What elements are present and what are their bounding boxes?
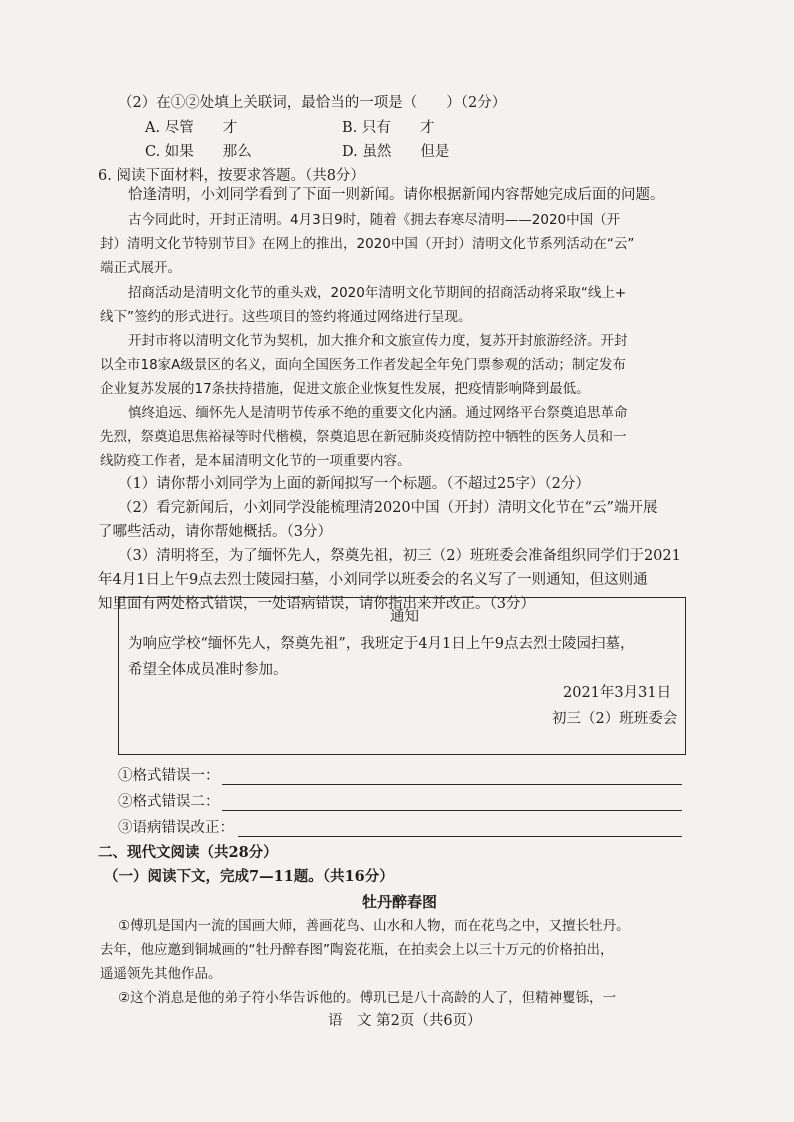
story-paragraph-line: ①傅玑是国内一流的国画大师，善画花鸟、山水和人物，而在花鸟之中，又擅长牡丹。: [118, 918, 630, 934]
format-error-2-label: ②格式错误二：: [118, 794, 220, 810]
page-footer: 语 文 第2页（共6页）: [328, 1013, 482, 1029]
section2-part1-heading: （一）阅读下文，完成7—11题。（共16分）: [104, 868, 394, 885]
story-title: 牡丹醉春图: [362, 893, 438, 911]
q2-option-d: D. 虽然 但是: [342, 144, 450, 160]
format-error-2-answer-line[interactable]: [222, 810, 682, 811]
notice-body-line1: 为响应学校“缅怀先人，祭奠先祖”，我班定于4月1日上午9点去烈士陵园扫墓，: [128, 636, 635, 652]
news-line: 企业复苏发展的17条扶持措施，促进文旅企业恢复性发展，把疫情影响降到最低。: [100, 381, 590, 397]
news-line: 慎终追远、缅怀先人是清明节传承不绝的重要文化内涵。通过网络平台祭奠追思革命: [128, 405, 628, 421]
news-line: 先烈，祭奠追思焦裕禄等时代楷模，祭奠追思在新冠肺炎疫情防控中牺牲的医务人员和一: [100, 429, 627, 445]
story-paragraph-line: 遥遥领先其他作品。: [100, 966, 222, 982]
news-line: 封）清明文化节特别节目》在网上的推出，2020中国（开封）清明文化节系列活动在“云”: [100, 236, 635, 252]
q2-option-c: C. 如果 那么: [145, 144, 252, 160]
grammar-fix-answer-line[interactable]: [238, 836, 682, 837]
story-paragraph-line: 去年，他应邀到铜城画的“牡丹醉春图”陶瓷花瓶，在拍卖会上以三十万元的价格拍出，: [100, 942, 614, 958]
news-line: 端正式展开。: [100, 260, 181, 276]
q6-intro: 恰逢清明，小刘同学看到了下面一则新闻。请你根据新闻内容帮她完成后面的问题。: [128, 187, 665, 203]
format-error-1-answer-line[interactable]: [222, 784, 682, 785]
q6-sub3-line2: 年4月1日上午9点去烈士陵园扫墓，小刘同学以班委会的名义写了一则通知，但这则通: [98, 572, 648, 588]
q2-option-b: B. 只有 才: [342, 120, 435, 136]
notice-signer: 初三（2）班班委会: [552, 711, 678, 727]
news-line: 开封市将以清明文化节为契机，加大推介和文旅宣传力度，复苏开封旅游经济。开封: [128, 333, 628, 349]
news-line: 线下”签约的形式进行。这些项目的签约将通过网络进行呈现。: [100, 309, 472, 325]
q6-sub3-line1: （3）清明将至，为了缅怀先人，祭奠先祖，初三（2）班班委会准备组织同学们于2021: [118, 548, 681, 564]
news-line: 以全市18家A级景区的名义，面向全国医务工作者发起全年免门票参观的活动；制定发布: [100, 357, 626, 373]
q6-sub2-line2: 了哪些活动，请你帮她概括。（3分）: [98, 524, 332, 540]
q6-sub3-line3: 知里面有两处格式错误，一处语病错误，请你指出来并改正。（3分）: [98, 596, 535, 612]
story-paragraph-line: ②这个消息是他的弟子符小华告诉他的。傅玑已是八十高龄的人了，但精神矍铄，一: [118, 990, 617, 1006]
news-line: 招商活动是清明文化节的重头戏，2020年清明文化节期间的招商活动将采取“线上+: [128, 285, 627, 301]
q2-stem: （2）在①②处填上关联词，最恰当的一项是（ ）（2分）: [118, 95, 507, 111]
news-line: 古今同此时，开封正清明。4月3日9时，随着《拥去春寒尽清明——2020中国（开: [128, 212, 621, 228]
notice-date: 2021年3月31日: [563, 685, 672, 701]
q6-sub2-line1: （2）看完新闻后，小刘同学没能梳理清2020中国（开封）清明文化节在“云”端开展: [118, 500, 658, 516]
grammar-fix-label: ③语病错误改正：: [118, 820, 234, 836]
news-line: 线防疫工作者，是本届清明文化节的一项重要内容。: [100, 453, 411, 469]
notice-body-line2: 希望全体成员准时参加。: [128, 662, 288, 678]
notice-title: 通知: [390, 609, 419, 625]
q6-heading: 6. 阅读下面材料，按要求答题。（共8分）: [98, 168, 365, 184]
q2-option-a: A. 尽管 才: [145, 120, 238, 136]
section2-heading: 二、现代文阅读（共28分）: [98, 844, 278, 861]
format-error-1-label: ①格式错误一：: [118, 768, 220, 784]
q6-sub1: （1）请你帮小刘同学为上面的新闻拟写一个标题。（不超过25字）（2分）: [118, 476, 590, 492]
